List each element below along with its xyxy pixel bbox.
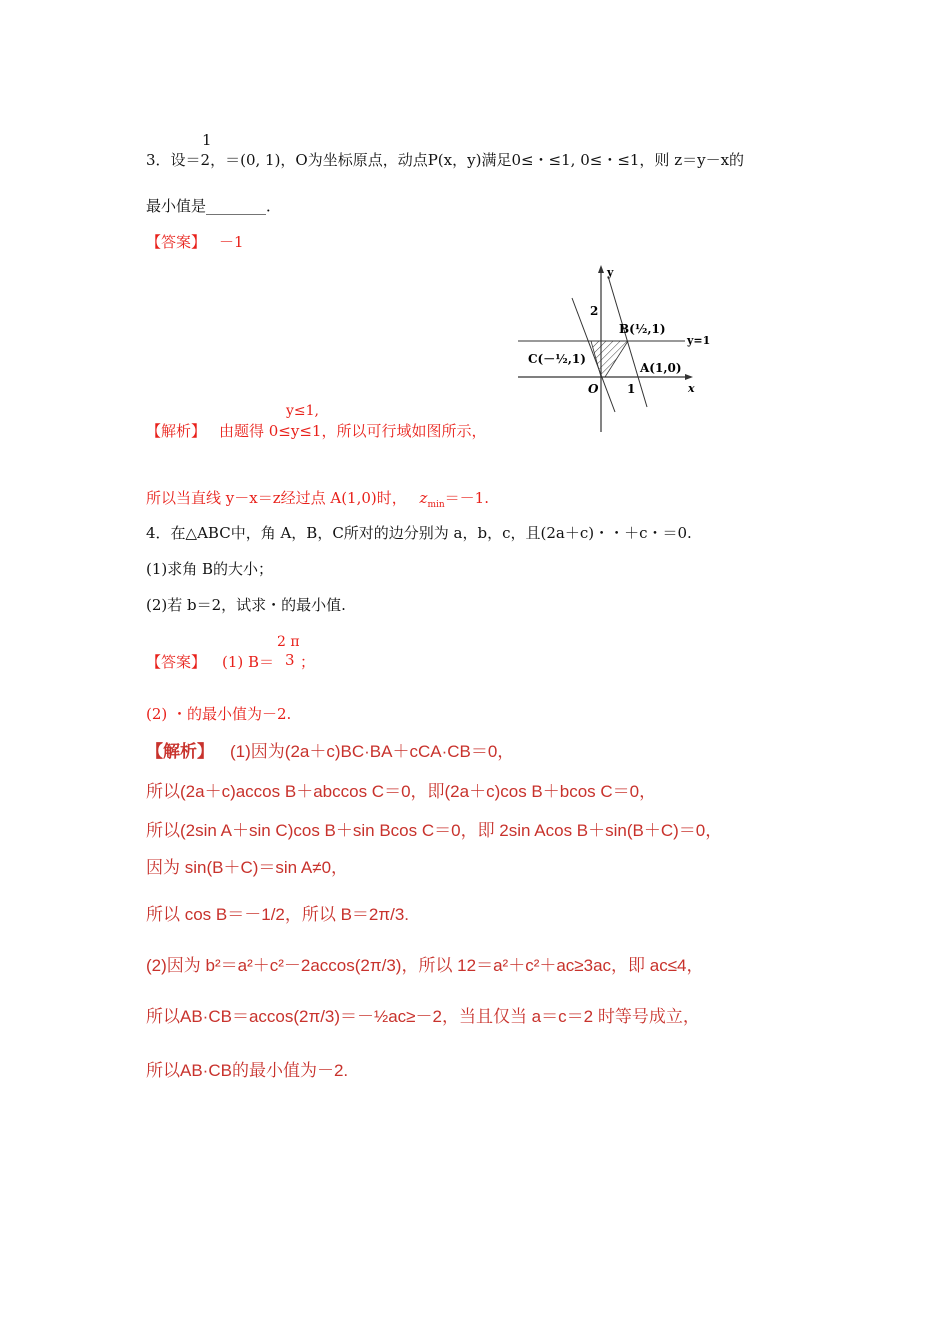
q4-answer-1: (1) B＝	[222, 653, 275, 671]
line-y1-label: y=1	[687, 334, 711, 347]
q3-conclusion	[146, 487, 489, 510]
q4-answer-frac-denominator: 3	[285, 651, 295, 669]
q3-answer-tag: 【答案】	[146, 233, 207, 251]
q4-part2: (2)若 b＝2，试求・的最小值.	[146, 596, 346, 614]
q4-stem: 4．在△ABC中，角 A，B，C所对的边分别为 a，b，c，且(2a＋c)・・＋c・＝0.	[146, 524, 692, 542]
q4-analysis-line8: 所以AB·CB的最小值为－2.	[146, 1061, 349, 1080]
q4-part1: (1)求角 B的大小；	[146, 560, 274, 578]
q4-answer-semicolon: ；	[300, 653, 316, 671]
q3-analysis-superscript: y≤1,	[286, 403, 319, 419]
point-b-label: B(½,1)	[619, 322, 666, 336]
q4-analysis-line2: 所以(2a＋c)accos B＋abccos C＝0，即(2a＋c)cos B＋bcos C＝0，	[146, 782, 657, 801]
q4-answer-tag: 【答案】	[146, 653, 207, 671]
zmin-value: ＝－1.	[444, 489, 489, 507]
q3-analysis-tag: 【解析】	[146, 422, 207, 440]
q4-analysis-line5: 所以 cos B＝－1/2，所以 B＝2π/3.	[146, 905, 410, 924]
x-axis-label: x	[688, 382, 695, 395]
point-a-label: A(1,0)	[640, 361, 682, 375]
point-c-label: C(－½,1)	[528, 352, 586, 366]
q4-analysis-line4: 因为 sin(B＋C)＝sin A≠0，	[146, 858, 349, 877]
q3-conclusion-text: 所以当直线 y－x＝z经过点 A(1,0)时，	[146, 489, 407, 507]
q3-fraction-numerator: 1	[202, 131, 212, 149]
q4-answer-frac-numerator: 2 π	[277, 634, 300, 650]
x-axis-arrow	[685, 374, 693, 380]
feasible-region-graph	[515, 262, 720, 434]
shaded-region	[591, 341, 628, 377]
y-axis-arrow	[598, 265, 604, 273]
tick-x-1: 1	[627, 382, 636, 396]
q4-analysis-line7: 所以AB·CB＝accos(2π/3)＝－½ac≥－2，当且仅当 a＝c＝2 时等号成立，	[146, 1007, 700, 1026]
y-axis-label: y	[607, 266, 614, 279]
q4-analysis-line3: 所以(2sin A＋sin C)cos B＋sin Bcos C＝0，即 2sin Acos B＋sin(B＋C)＝0，	[146, 821, 723, 840]
q4-analysis-tag: 【解析】	[146, 742, 214, 761]
q4-analysis-line6: (2)因为 b²＝a²＋c²－2accos(2π/3)，所以 12＝a²＋c²＋ac≥3ac，即 ac≤4，	[146, 956, 704, 975]
tick-y-2: 2	[590, 304, 599, 318]
q4-answer-2: (2) ・的最小值为－2.	[146, 705, 292, 723]
origin-label: O	[588, 382, 599, 396]
q3-stem-line2: 最小值是________．	[146, 197, 282, 215]
q4-analysis-line1: (1)因为(2a＋c)BC·BA＋cCA·CB＝0，	[230, 742, 515, 761]
q3-stem-line1: 3．设＝2，＝(0, 1)，O为坐标原点，动点P(x，y)满足0≤・≤1, 0≤・≤1，则 z＝y－x的	[146, 151, 745, 169]
zmin-symbol: $z_{min}$	[419, 489, 445, 510]
q3-answer-value: －1	[219, 233, 244, 251]
q3-analysis-text: 由题得 0≤y≤1，所以可行域如图所示，	[219, 422, 487, 440]
